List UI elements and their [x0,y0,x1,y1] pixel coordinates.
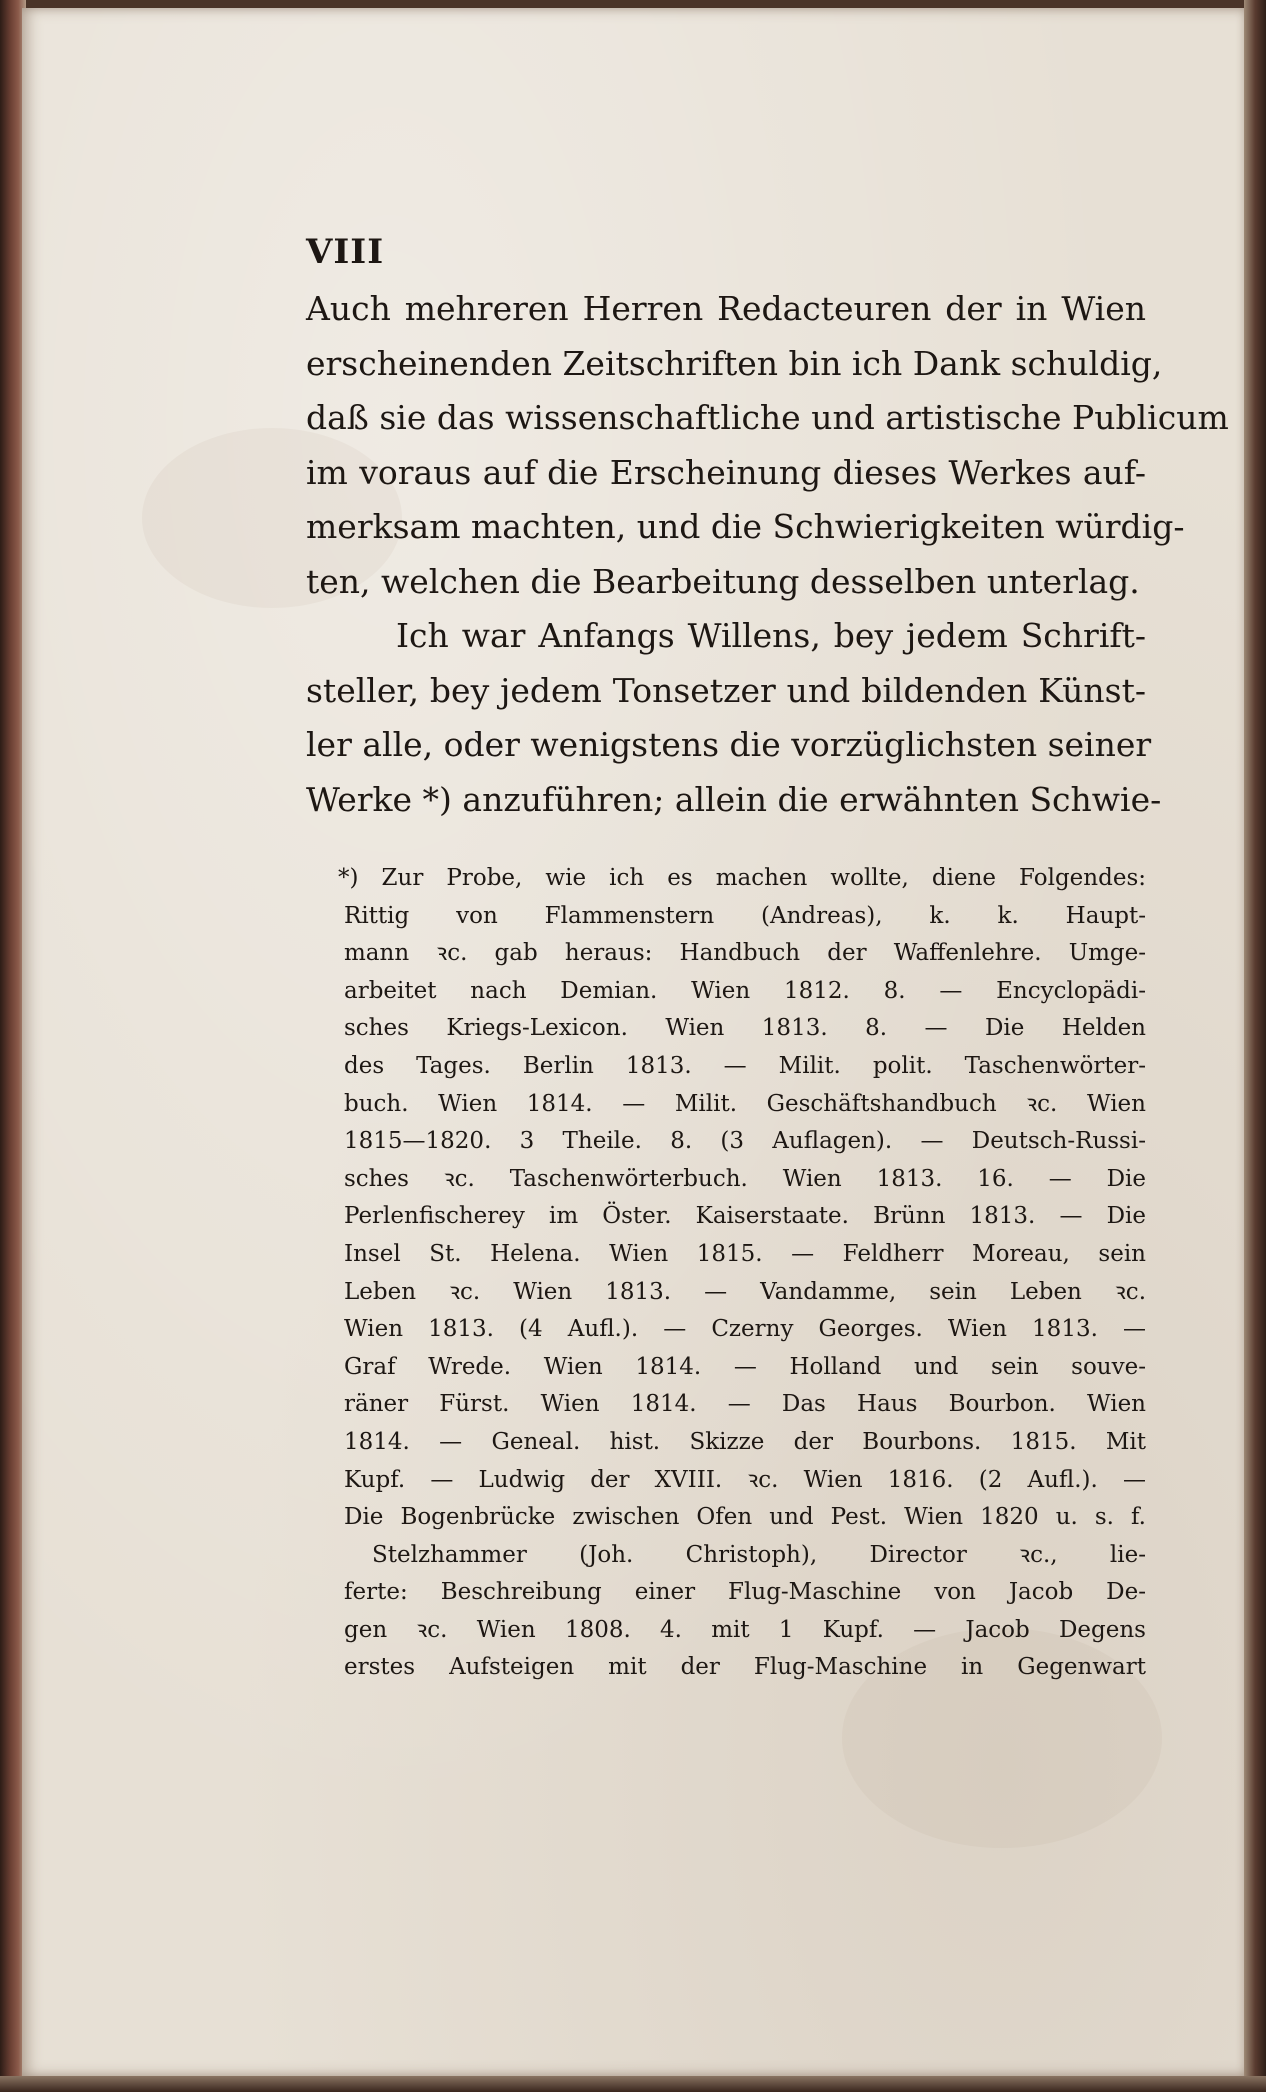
footnote-line: sches Kriegs-Lexicon. Wien 1813. 8. — Die Helden [344,1015,1146,1042]
footnote-line: Stelzhammer (Joh. Christoph), Director ꝛc., lie- [372,1541,1146,1568]
text-line: Werke *) anzuführen; allein die erwähnten Schwie- [306,779,1162,819]
footnote-line: *) Zur Probe, wie ich es machen wollte, diene Folgendes: [338,865,1146,891]
footnote-line: erstes Aufsteigen mit der Flug-Maschine in Gegenwart [344,1654,1146,1681]
page-edge-right [1244,0,1266,2092]
footnote-line: Leben ꝛc. Wien 1813. — Vandamme, sein Leben ꝛc. [344,1278,1146,1305]
footnote-line: arbeitet nach Demian. Wien 1812. 8. — Encyclopädi- [344,977,1146,1004]
footnote-line: Wien 1813. (4 Aufl.). — Czerny Georges. Wien 1813. — [344,1316,1146,1343]
page-edge-bottom [0,2076,1266,2092]
text-line: Ich war Anfangs Willens, bey jedem Schrift- [396,616,1146,655]
page-number: VIII [306,232,385,272]
footnote-line: Kupf. — Ludwig der XVIII. ꝛc. Wien 1816. (2 Aufl.). — [344,1466,1146,1493]
text-line: ten, welchen die Bearbeitung desselben unterlag. [306,561,1140,601]
footnote-line: Die Bogenbrücke zwischen Ofen und Pest. Wien 1820 u. s. f. [344,1504,1146,1531]
main-text-block [306,282,1229,827]
footnote-line: räner Fürst. Wien 1814. — Das Haus Bourbon. Wien [344,1391,1146,1418]
footnote-line: mann ꝛc. gab heraus: Handbuch der Waffenlehre. Umge- [344,940,1146,967]
text-line: merksam machten, und die Schwierigkeiten würdig- [306,507,1185,546]
footnote-line: Insel St. Helena. Wien 1815. — Feldherr Moreau, sein [344,1240,1146,1267]
footnote-line: des Tages. Berlin 1813. — Milit. polit. Taschenwörter- [344,1052,1146,1079]
footnote-line: Graf Wrede. Wien 1814. — Holland und sein souve- [344,1353,1146,1380]
text-line: Auch mehreren Herren Redacteuren der in Wien [306,289,1146,328]
text-line: im voraus auf die Erscheinung dieses Werkes auf- [306,452,1146,492]
text-line: steller, bey jedem Tonsetzer und bildenden Künst- [306,670,1146,710]
footnote-line: 1814. — Geneal. hist. Skizze der Bourbons. 1815. Mit [344,1428,1146,1455]
footnote-line: ferte: Beschreibung einer Flug-Maschine von Jacob De- [344,1579,1146,1606]
footnote-line: sches ꝛc. Taschenwörterbuch. Wien 1813. 16. — Die [344,1165,1146,1192]
footnote-line: gen ꝛc. Wien 1808. 4. mit 1 Kupf. — Jacob Degens [344,1616,1146,1643]
footnote-line: Rittig von Flammenstern (Andreas), k. k. Haupt- [344,902,1146,929]
text-line: erscheinenden Zeitschriften bin ich Dank schuldig, [306,343,1163,383]
footnote-line: Perlenfischerey im Öster. Kaiserstaate. Brünn 1813. — Die [344,1203,1146,1230]
footnote-line: 1815—1820. 3 Theile. 8. (3 Auflagen). — Deutsch-Russi- [344,1128,1146,1155]
text-line: ler alle, oder wenigstens die vorzüglichsten seiner [306,725,1152,764]
footnote-line: buch. Wien 1814. — Milit. Geschäftshandbuch ꝛc. Wien [344,1090,1146,1117]
text-line: daß sie das wissenschaftliche und artistische Publicum [306,398,1229,437]
footnote-block [338,860,1146,1687]
